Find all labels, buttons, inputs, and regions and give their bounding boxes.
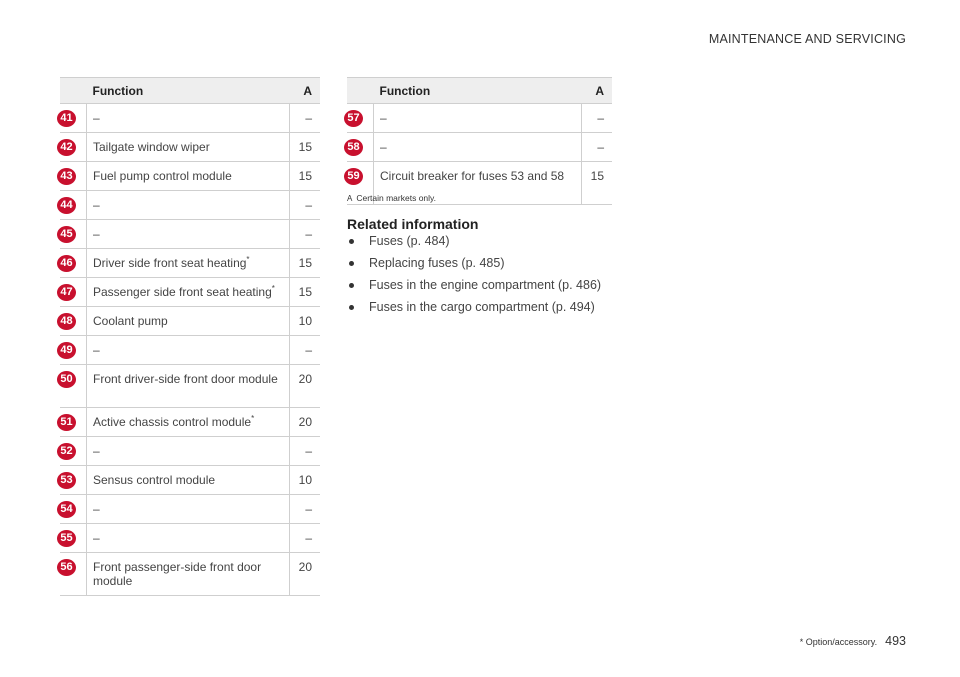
fuse-function-text: – (93, 227, 100, 241)
fuse-table-body (60, 104, 320, 596)
option-accessory-note: * Option/accessory. (799, 637, 878, 647)
footnote-mark: A (347, 194, 353, 203)
fuse-number-cell (60, 466, 87, 495)
fuse-amperage-cell: – (289, 220, 320, 249)
fuse-function-cell (87, 162, 290, 191)
related-link[interactable] (347, 234, 627, 248)
related-heading: Related information (347, 216, 479, 232)
fuse-number-cell (60, 104, 87, 133)
related-list (347, 234, 627, 314)
fuse-number-badge: 47 (57, 284, 76, 301)
fuse-function-text: – (93, 343, 100, 357)
fuse-number-badge: 52 (57, 443, 76, 460)
fuse-function-cell (87, 307, 290, 336)
table-row (60, 495, 320, 524)
fuse-number-badge: 44 (57, 197, 76, 214)
fuse-number-cell (60, 278, 87, 307)
fuse-number-badge: 55 (57, 530, 76, 547)
fuse-function-cell (87, 336, 290, 365)
table-row (60, 524, 320, 553)
table-row (60, 437, 320, 466)
option-asterisk: * (271, 284, 275, 293)
fuse-amperage-cell: – (289, 437, 320, 466)
page-number: 493 (885, 634, 906, 648)
fuse-number-badge: 53 (57, 472, 76, 489)
fuse-amperage-cell: 10 (289, 466, 320, 495)
fuse-function-cell (87, 437, 290, 466)
fuse-function-cell (87, 466, 290, 495)
fuse-number-cell (60, 365, 87, 408)
fuse-function-text: Driver side front seat heating (93, 256, 247, 270)
table-row (60, 336, 320, 365)
fuse-function-cell (374, 104, 582, 133)
fuse-function-cell (87, 524, 290, 553)
fuse-amperage-cell: – (289, 336, 320, 365)
col-function-header: Function (374, 78, 582, 104)
related-link-text: Fuses in the cargo compartment (p. 494) (369, 300, 595, 314)
fuse-amperage-cell: 15 (289, 133, 320, 162)
table-row (60, 466, 320, 495)
table-row (60, 133, 320, 162)
option-asterisk: * (246, 255, 250, 264)
related-link[interactable] (347, 278, 627, 292)
col-amp-header: A (289, 78, 320, 104)
table-row (60, 307, 320, 336)
bullet-icon (349, 261, 354, 266)
fuse-function-text: Tailgate window wiper (93, 140, 210, 154)
related-link-text: Fuses (p. 484) (369, 234, 450, 248)
table-row (60, 191, 320, 220)
table-row (60, 553, 320, 596)
fuse-number-badge: 57 (344, 110, 363, 127)
fuse-amperage-cell: 15 (581, 162, 612, 205)
fuse-amperage-cell: – (289, 524, 320, 553)
related-link[interactable] (347, 256, 627, 270)
table-row (60, 104, 320, 133)
fuse-number-cell (60, 437, 87, 466)
table-row (60, 278, 320, 307)
related-information (347, 216, 627, 322)
fuse-function-text: Passenger side front seat heating (93, 285, 272, 299)
fuse-function-text: – (93, 444, 100, 458)
fuse-amperage-cell: – (289, 495, 320, 524)
fuse-number-cell (60, 307, 87, 336)
fuse-number-badge: 58 (344, 139, 363, 156)
fuse-amperage-cell: 20 (289, 553, 320, 596)
col-number-header (347, 78, 374, 104)
fuse-function-text: Front driver-side front door module (93, 372, 278, 386)
fuse-function-text: Sensus control module (93, 473, 216, 487)
fuse-amperage-cell: – (289, 104, 320, 133)
fuse-amperage-cell: 15 (289, 278, 320, 307)
col-amp-header: A (581, 78, 612, 104)
fuse-number-badge: 42 (57, 139, 76, 156)
fuse-amperage-cell: 20 (289, 365, 320, 408)
fuse-amperage-cell: – (581, 133, 612, 162)
bullet-icon (349, 239, 354, 244)
fuse-amperage-cell: – (289, 191, 320, 220)
fuse-table-body (347, 104, 612, 205)
fuse-table-left (60, 77, 320, 596)
option-asterisk: * (251, 414, 255, 423)
fuse-function-text: – (380, 140, 387, 154)
fuse-function-text: – (380, 111, 387, 125)
fuse-number-cell (60, 524, 87, 553)
fuse-number-cell (60, 133, 87, 162)
fuse-amperage-cell: 15 (289, 162, 320, 191)
table-row (60, 220, 320, 249)
fuse-number-cell (347, 104, 374, 133)
fuse-function-text: – (93, 531, 100, 545)
fuse-function-text: Circuit breaker for fuses 53 and 58 (380, 169, 565, 183)
fuse-function-text: Front passenger-side front door module (93, 560, 262, 588)
fuse-function-text: Fuel pump control module (93, 169, 232, 183)
fuse-number-badge: 54 (57, 501, 76, 518)
fuse-number-badge: 51 (57, 414, 76, 431)
page-footer (800, 634, 906, 648)
footnote-text: Certain markets only. (356, 193, 437, 203)
fuse-function-cell (87, 408, 290, 437)
fuse-function-cell (87, 191, 290, 220)
table-row (347, 133, 612, 162)
table-header-row (60, 78, 320, 104)
fuse-amperage-cell: 10 (289, 307, 320, 336)
fuse-number-cell (60, 408, 87, 437)
fuse-function-cell (87, 278, 290, 307)
fuse-number-cell (60, 495, 87, 524)
fuse-number-badge: 43 (57, 168, 76, 185)
fuse-number-cell (60, 553, 87, 596)
fuse-function-text: – (93, 198, 100, 212)
fuse-number-cell (60, 249, 87, 278)
fuse-number-badge: 49 (57, 342, 76, 359)
fuse-number-cell (60, 336, 87, 365)
fuse-amperage-cell: 20 (289, 408, 320, 437)
fuse-function-text: Coolant pump (93, 314, 168, 328)
bullet-icon (349, 305, 354, 310)
fuse-function-cell (87, 553, 290, 596)
fuse-function-cell (87, 249, 290, 278)
fuse-number-badge: 48 (57, 313, 76, 330)
fuse-function-cell (87, 495, 290, 524)
fuse-function-cell (87, 104, 290, 133)
table-row (60, 365, 320, 408)
fuse-number-badge: 50 (57, 371, 76, 388)
fuse-function-cell (87, 133, 290, 162)
running-header: MAINTENANCE AND SERVICING (708, 32, 906, 46)
fuse-function-text: Active chassis control module (93, 415, 252, 429)
related-link[interactable] (347, 300, 627, 314)
table-row (60, 408, 320, 437)
table-footnote (347, 193, 436, 203)
bullet-icon (349, 283, 354, 288)
fuse-function-cell (87, 365, 290, 408)
fuse-function-cell (374, 133, 582, 162)
table-row (60, 249, 320, 278)
related-link-text: Replacing fuses (p. 485) (369, 256, 505, 270)
fuse-number-badge: 45 (57, 226, 76, 243)
fuse-amperage-cell: 15 (289, 249, 320, 278)
col-number-header (60, 78, 87, 104)
fuse-number-cell (60, 162, 87, 191)
fuse-number-badge: 46 (57, 255, 76, 272)
fuse-number-badge: 41 (57, 110, 76, 127)
fuse-number-badge: 59 (344, 168, 363, 185)
fuse-amperage-cell: – (581, 104, 612, 133)
fuse-function-text: – (93, 502, 100, 516)
related-link-text: Fuses in the engine compartment (p. 486) (369, 278, 602, 292)
table-row (347, 104, 612, 133)
fuse-table-right (347, 77, 612, 205)
fuse-function-cell (87, 220, 290, 249)
table-row (60, 162, 320, 191)
fuse-number-cell (60, 220, 87, 249)
table-header-row (347, 78, 612, 104)
fuse-number-cell (60, 191, 87, 220)
fuse-number-badge: 56 (57, 559, 76, 576)
fuse-function-text: – (93, 111, 100, 125)
col-function-header: Function (87, 78, 290, 104)
fuse-number-cell (347, 133, 374, 162)
